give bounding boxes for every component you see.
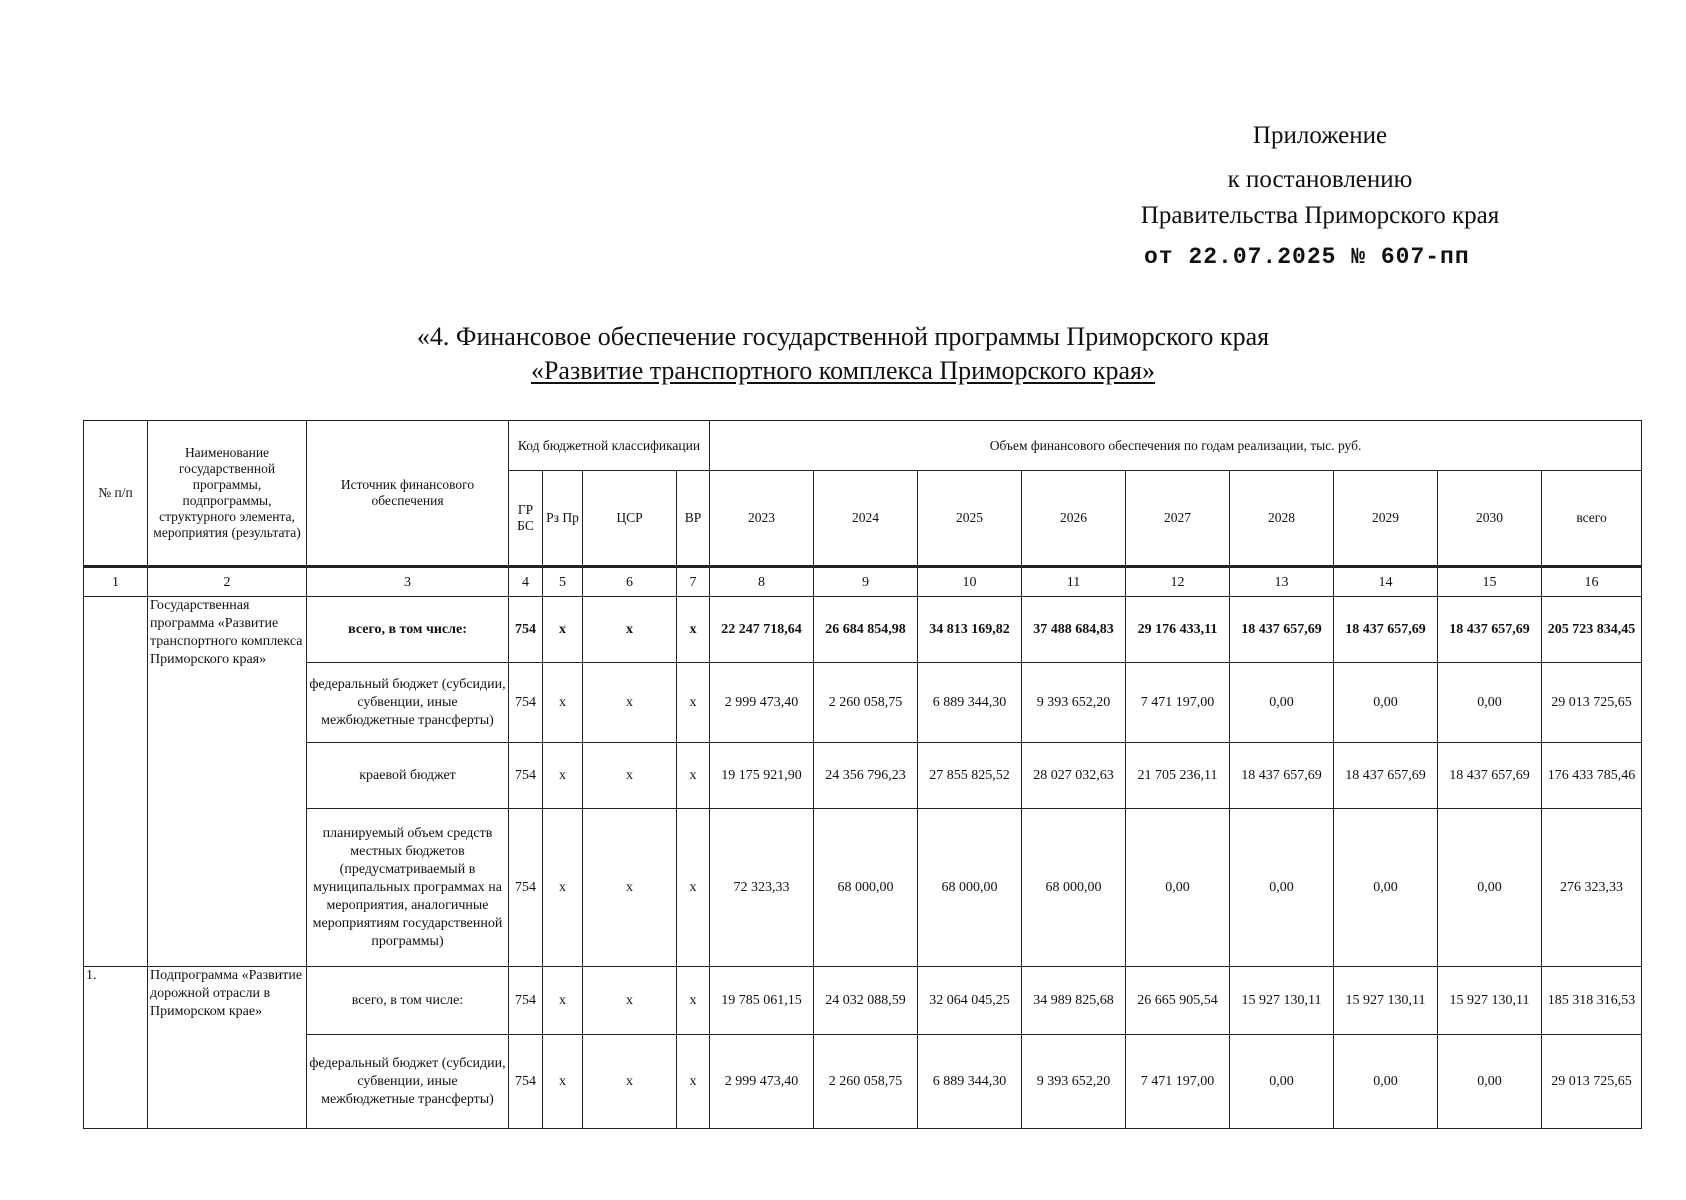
funding-source-cell: всего, в том числе: xyxy=(307,597,509,663)
year-value-cell: 26 684 854,98 xyxy=(814,597,918,663)
csr-cell: х xyxy=(583,663,677,743)
year-value-cell: 32 064 045,25 xyxy=(918,967,1022,1035)
year-value-cell: 18 437 657,69 xyxy=(1438,743,1542,809)
header-csr: ЦСР xyxy=(583,471,677,567)
year-value-cell: 28 027 032,63 xyxy=(1022,743,1126,809)
appendix-label: Приложение xyxy=(1252,122,1388,149)
government-label: Правительства Приморского края xyxy=(1140,202,1500,229)
header-grbs: ГР БС xyxy=(509,471,543,567)
vr-cell: х xyxy=(677,663,710,743)
header-volume: Объем финансового обеспечения по годам реализации, тыс. руб. xyxy=(710,421,1642,471)
year-value-cell: 22 247 718,64 xyxy=(710,597,814,663)
csr-cell: х xyxy=(583,743,677,809)
funding-source-cell: планируемый объем средств местных бюджетов (предусматриваемый в муниципальных программах на мероприятия, аналогичные мероприятиям государственной программы) xyxy=(307,809,509,967)
csr-cell: х xyxy=(583,967,677,1035)
financing-table xyxy=(83,420,1642,1129)
year-value-cell: 2 260 058,75 xyxy=(814,1035,918,1129)
rzpr-cell: х xyxy=(543,597,583,663)
year-value-cell: 68 000,00 xyxy=(1022,809,1126,967)
vr-cell: х xyxy=(677,967,710,1035)
year-value-cell: 0,00 xyxy=(1438,1035,1542,1129)
year-value-cell: 18 437 657,69 xyxy=(1334,597,1438,663)
year-value-cell: 18 437 657,69 xyxy=(1230,743,1334,809)
table-row xyxy=(84,597,1642,663)
grbs-cell: 754 xyxy=(509,809,543,967)
header-budget-code: Код бюджетной классификации xyxy=(509,421,710,471)
col-index-12: 12 xyxy=(1126,567,1230,597)
funding-source-cell: краевой бюджет xyxy=(307,743,509,809)
col-index-7: 7 xyxy=(677,567,710,597)
program-title xyxy=(0,354,1686,388)
year-value-cell: 7 471 197,00 xyxy=(1126,1035,1230,1129)
year-value-cell: 6 889 344,30 xyxy=(918,1035,1022,1129)
col-index-5: 5 xyxy=(543,567,583,597)
funding-source-cell: федеральный бюджет (субсидии, субвенции, иные межбюджетные трансферты) xyxy=(307,1035,509,1129)
year-value-cell: 2 260 058,75 xyxy=(814,663,918,743)
year-value-cell: 7 471 197,00 xyxy=(1126,663,1230,743)
row-number-cell: 1. xyxy=(84,967,148,1129)
column-index-row xyxy=(84,567,1642,597)
header-year-2023: 2023 xyxy=(710,471,814,567)
year-value-cell: 29 176 433,11 xyxy=(1126,597,1230,663)
year-value-cell: 9 393 652,20 xyxy=(1022,663,1126,743)
vr-cell: х xyxy=(677,1035,710,1129)
table-row xyxy=(84,967,1642,1035)
col-index-13: 13 xyxy=(1230,567,1334,597)
year-value-cell: 0,00 xyxy=(1230,1035,1334,1129)
program-name-cell: Государственная программа «Развитие транспортного комплекса Приморского края» xyxy=(148,597,307,967)
col-index-10: 10 xyxy=(918,567,1022,597)
vr-cell: х xyxy=(677,597,710,663)
header-year-2028: 2028 xyxy=(1230,471,1334,567)
total-value-cell: 205 723 834,45 xyxy=(1542,597,1642,663)
col-index-3: 3 xyxy=(307,567,509,597)
col-index-14: 14 xyxy=(1334,567,1438,597)
year-value-cell: 72 323,33 xyxy=(710,809,814,967)
section-title: «4. Финансовое обеспечение государственной программы Приморского края xyxy=(416,322,1270,351)
year-value-cell: 0,00 xyxy=(1334,809,1438,967)
table-row xyxy=(84,1035,1642,1129)
year-value-cell: 2 999 473,40 xyxy=(710,1035,814,1129)
csr-cell: х xyxy=(583,809,677,967)
csr-cell: х xyxy=(583,1035,677,1129)
year-value-cell: 27 855 825,52 xyxy=(918,743,1022,809)
grbs-cell: 754 xyxy=(509,597,543,663)
header-name: Наименование государственной программы, подпрограммы, структурного элемента, мероприятия (результата) xyxy=(148,421,307,567)
col-index-1: 1 xyxy=(84,567,148,597)
table-row xyxy=(84,663,1642,743)
year-value-cell: 15 927 130,11 xyxy=(1438,967,1542,1035)
grbs-cell: 754 xyxy=(509,663,543,743)
grbs-cell: 754 xyxy=(509,1035,543,1129)
year-value-cell: 0,00 xyxy=(1230,663,1334,743)
rzpr-cell: х xyxy=(543,809,583,967)
rzpr-cell: х xyxy=(543,743,583,809)
vr-cell: х xyxy=(677,743,710,809)
header-year-2027: 2027 xyxy=(1126,471,1230,567)
header-year-2025: 2025 xyxy=(918,471,1022,567)
header-total: всего xyxy=(1542,471,1642,567)
col-index-15: 15 xyxy=(1438,567,1542,597)
header-year-2024: 2024 xyxy=(814,471,918,567)
year-value-cell: 18 437 657,69 xyxy=(1334,743,1438,809)
year-value-cell: 0,00 xyxy=(1334,1035,1438,1129)
row-number-cell xyxy=(84,597,148,967)
resolution-date-number: от 22.07.2025 № 607-пп xyxy=(1144,244,1470,270)
col-index-16: 16 xyxy=(1542,567,1642,597)
col-index-8: 8 xyxy=(710,567,814,597)
year-value-cell: 0,00 xyxy=(1438,663,1542,743)
csr-cell: х xyxy=(583,597,677,663)
total-value-cell: 276 323,33 xyxy=(1542,809,1642,967)
vr-cell: х xyxy=(677,809,710,967)
year-value-cell: 24 356 796,23 xyxy=(814,743,918,809)
year-value-cell: 21 705 236,11 xyxy=(1126,743,1230,809)
year-value-cell: 24 032 088,59 xyxy=(814,967,918,1035)
year-value-cell: 19 175 921,90 xyxy=(710,743,814,809)
year-value-cell: 68 000,00 xyxy=(918,809,1022,967)
grbs-cell: 754 xyxy=(509,967,543,1035)
funding-source-cell: всего, в том числе: xyxy=(307,967,509,1035)
year-value-cell: 18 437 657,69 xyxy=(1230,597,1334,663)
total-value-cell: 176 433 785,46 xyxy=(1542,743,1642,809)
year-value-cell: 26 665 905,54 xyxy=(1126,967,1230,1035)
table-row xyxy=(84,743,1642,809)
year-value-cell: 15 927 130,11 xyxy=(1230,967,1334,1035)
year-value-cell: 15 927 130,11 xyxy=(1334,967,1438,1035)
header-num: № п/п xyxy=(84,421,148,567)
year-value-cell: 34 813 169,82 xyxy=(918,597,1022,663)
year-value-cell: 0,00 xyxy=(1126,809,1230,967)
year-value-cell: 68 000,00 xyxy=(814,809,918,967)
col-index-2: 2 xyxy=(148,567,307,597)
total-value-cell: 185 318 316,53 xyxy=(1542,967,1642,1035)
year-value-cell: 0,00 xyxy=(1334,663,1438,743)
year-value-cell: 0,00 xyxy=(1230,809,1334,967)
year-value-cell: 0,00 xyxy=(1438,809,1542,967)
year-value-cell: 34 989 825,68 xyxy=(1022,967,1126,1035)
year-value-cell: 37 488 684,83 xyxy=(1022,597,1126,663)
program-name-cell: Подпрограмма «Развитие дорожной отрасли в Приморском крае» xyxy=(148,967,307,1129)
year-value-cell: 19 785 061,15 xyxy=(710,967,814,1035)
table-row xyxy=(84,809,1642,967)
col-index-9: 9 xyxy=(814,567,918,597)
rzpr-cell: х xyxy=(543,967,583,1035)
header-vr: ВР xyxy=(677,471,710,567)
header-rzpr: Рз Пр xyxy=(543,471,583,567)
program-title-text: «Развитие транспортного комплекса Приморского края» xyxy=(530,356,1156,385)
header-year-2029: 2029 xyxy=(1334,471,1438,567)
year-value-cell: 2 999 473,40 xyxy=(710,663,814,743)
resolution-label: к постановлению xyxy=(1227,166,1413,193)
header-year-2030: 2030 xyxy=(1438,471,1542,567)
total-value-cell: 29 013 725,65 xyxy=(1542,663,1642,743)
header-source: Источник финансового обеспечения xyxy=(307,421,509,567)
year-value-cell: 6 889 344,30 xyxy=(918,663,1022,743)
funding-source-cell: федеральный бюджет (субсидии, субвенции, иные межбюджетные трансферты) xyxy=(307,663,509,743)
year-value-cell: 9 393 652,20 xyxy=(1022,1035,1126,1129)
grbs-cell: 754 xyxy=(509,743,543,809)
year-value-cell: 18 437 657,69 xyxy=(1438,597,1542,663)
total-value-cell: 29 013 725,65 xyxy=(1542,1035,1642,1129)
header-year-2026: 2026 xyxy=(1022,471,1126,567)
rzpr-cell: х xyxy=(543,663,583,743)
col-index-6: 6 xyxy=(583,567,677,597)
col-index-11: 11 xyxy=(1022,567,1126,597)
rzpr-cell: х xyxy=(543,1035,583,1129)
col-index-4: 4 xyxy=(509,567,543,597)
